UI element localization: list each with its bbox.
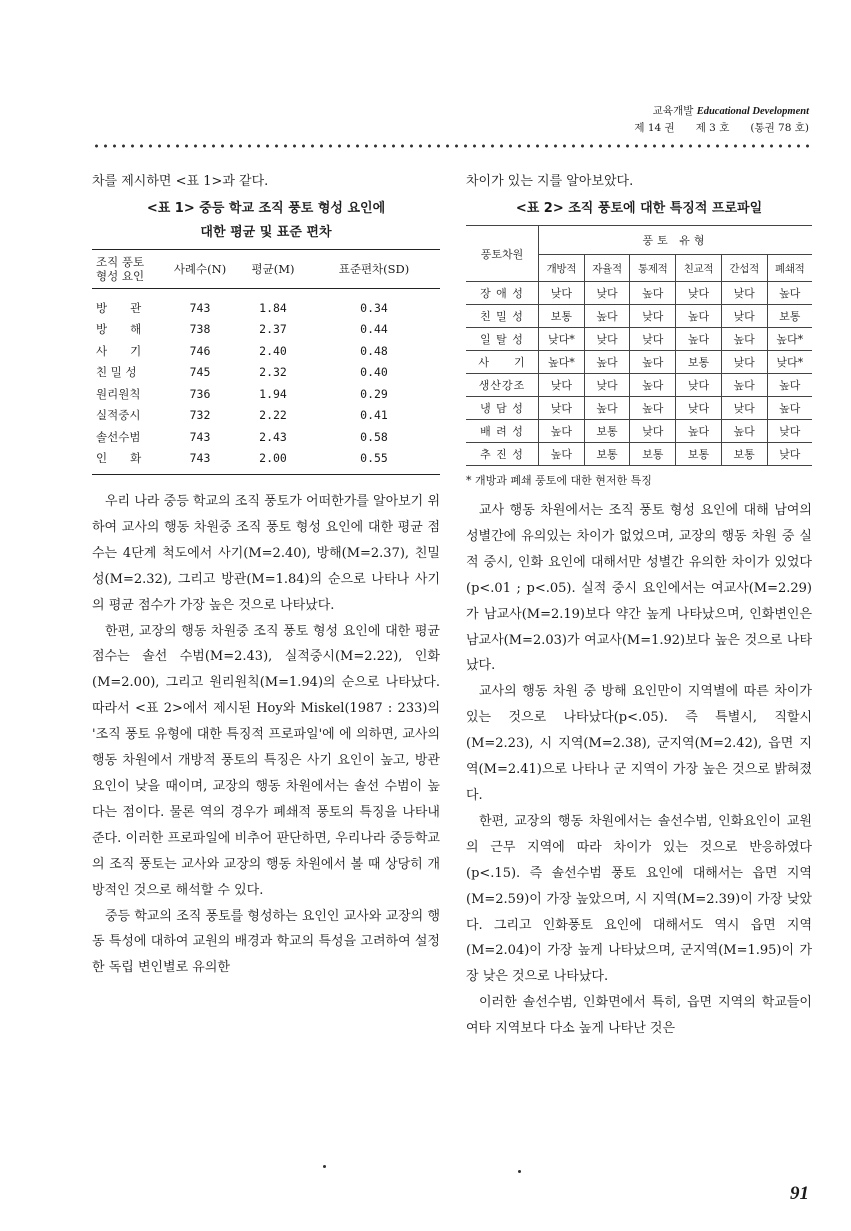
table2-type-head: 폐쇄적: [767, 255, 812, 282]
table2-cell-value: 낮다: [584, 374, 630, 397]
table2: [466, 225, 812, 466]
table2-cell-factor: 사 기: [466, 351, 539, 374]
table-row: [92, 448, 440, 475]
table1-cell-n: 743: [189, 429, 211, 444]
table1-head-factor-line1: 조직 풍토: [96, 255, 145, 269]
table2-body: [466, 282, 812, 466]
table1-cell-m: 2.43: [259, 429, 287, 444]
right-paragraph-4: 이러한 솔선수범, 인화면에서 특히, 읍면 지역의 학교들이 여타 지역보다 다소 높게 나타난 것은: [466, 995, 812, 1037]
table2-cell-value: 낮다: [721, 351, 767, 374]
journal-name-en: Educational Development: [696, 106, 809, 117]
right-column: [466, 172, 812, 1042]
table2-cell-value: 높다: [584, 305, 630, 328]
table2-cell-value: 높다: [721, 420, 767, 443]
table2-cell-value: 낮다: [721, 305, 767, 328]
table2-cell-value: 높다: [676, 328, 722, 351]
table1-cell-n: 745: [189, 365, 211, 380]
table1-cell-factor: 방 관: [96, 300, 142, 315]
table2-cell-value: 높다: [676, 305, 722, 328]
table1-cell-m: 2.37: [259, 322, 287, 337]
table1-header-row: [92, 250, 440, 289]
table1-cell-n: 746: [189, 343, 211, 358]
table1-cell-n: 732: [189, 408, 211, 423]
left-paragraph-2: 한편, 교장의 행동 차원중 조직 풍토 형성 요인에 대한 평균 점수는 솔선 수범(M=2.43), 실적중시(M=2.22), 인화(M=2.00), 그리고 원리원칙(M=1.94)의 순으로 나타났다. 따라서 <표 2>에서 제시된 Hoy와 Miskel(1987 : 233)의 '조직 풍토 유형에 대한 특징적 프로파일'에 에 의하면, 교사의 행동 차원에서 개방적 풍토의 특징은 사기 요인이 높고, 방관 요인이 낮을 때이며, 교장의 행동 차원에서는 솔선 수범이 높다는 점이다. 물론 역의 경우가 폐쇄적 풍토의 특징을 나타내 준다. 이러한 프로파일에 비추어 판단하면, 우리나라 중등학교의 조직 풍토는 교사와 교장의 행동 차원에서 볼 때 상당히 개방적인 것으로 해석할 수 있다.: [92, 623, 440, 898]
table1-cell-sd: 0.41: [360, 408, 388, 423]
table2-type-head: 자율적: [584, 255, 630, 282]
right-paragraph-3: 한편, 교장의 행동 차원에서는 솔선수범, 인화요인이 교원의 근무 지역에 따라 차이가 있는 것으로 반응하였다(p<.15). 즉 솔선수범 풍토 요인에 대해서는 읍면 지역(M=2.59)이 가장 높았으며, 시 지역(M=2.39)이 가장 낮았다. 그리고 인화풍토 요인에 대해서도 역시 읍면 지역(M=2.04)이 가장 높게 나타났으며, 군지역(M=1.95)이 가장 낮은 것으로 나타났다.: [466, 813, 812, 985]
volume-issue: 제 14 권 제 3 호 (통권 78 호): [634, 122, 809, 134]
left-paragraph-3: 중등 학교의 조직 풍토를 형성하는 요인인 교사와 교장의 행동 특성에 대하여 교원의 배경과 학교의 특성을 고려하여 설정한 독립 변인별로 유의한: [92, 908, 440, 976]
table-row: [92, 383, 440, 405]
header-dotted-rule: [92, 143, 811, 149]
table1-cell-sd: 0.34: [360, 300, 388, 315]
table2-type-head: 개방적: [539, 255, 585, 282]
table1-body: [92, 289, 440, 475]
table-row: [92, 289, 440, 319]
table2-cell-factor: 일 탈 성: [466, 328, 539, 351]
print-mark: [323, 1165, 326, 1168]
table-row: [466, 305, 812, 328]
table1-caption: [92, 197, 440, 245]
table2-type-head: 통제적: [630, 255, 676, 282]
table2-cell-value: 보통: [676, 443, 722, 466]
table2-group-head: 풍토 유형: [539, 226, 813, 255]
table2-cell-value: 높다: [630, 351, 676, 374]
table1-cell-factor: 실적중시: [96, 408, 141, 423]
table2-cell-value: 보통: [584, 420, 630, 443]
table2-cell-value: 보통: [721, 443, 767, 466]
table1-cell-sd: 0.29: [360, 386, 388, 401]
table2-cell-value: 낮다: [584, 328, 630, 351]
table1-head-n: 사례수(N): [162, 250, 238, 289]
right-paragraph-1: 교사 행동 차원에서는 조직 풍토 형성 요인에 대해 남여의 성별간에 유의있는 차이가 없었으며, 교장의 행동 차원 중 실적 중시, 인화 요인에 대해서만 성별간 유의한 차이가 있었다(p<.01 ; p<.05). 실적 중시 요인에서는 여교사(M=2.29)가 남교사(M=2.19)보다 약간 높게 나타났으며, 인화변인은 남교사(M=2.03)가 여교사(M=1.92)보다 높은 것으로 나타났다.: [466, 503, 812, 674]
table2-cell-value: 높다: [767, 374, 812, 397]
print-mark: [518, 1170, 521, 1173]
table1-cell-m: 2.00: [238, 448, 308, 475]
table-row: [466, 351, 812, 374]
table-row: [466, 282, 812, 305]
table2-cell-value: 낮다: [630, 305, 676, 328]
table2-cell-value: 높다: [630, 282, 676, 305]
table1-head-factor-line2: 형성 요인: [96, 269, 145, 283]
table1-head-m: 평균(M): [238, 250, 308, 289]
table-row: [466, 397, 812, 420]
table2-cell-value: 낮다: [767, 443, 812, 466]
table-row: [466, 443, 812, 466]
table1-head-factor: [92, 250, 162, 289]
table-row: [466, 420, 812, 443]
table2-cell-value: 낮다*: [767, 351, 812, 374]
table2-cell-value: 낮다: [676, 282, 722, 305]
table1-cell-sd: 0.44: [360, 322, 388, 337]
table-row: [466, 374, 812, 397]
table2-cell-value: 낮다*: [539, 328, 585, 351]
table2-cell-value: 낮다: [630, 328, 676, 351]
table2-cell-factor: 배 려 성: [466, 420, 539, 443]
table2-cell-value: 보통: [539, 305, 585, 328]
journal-name-ko: 교육개발: [652, 105, 694, 117]
table1-cell-factor: 인 화: [92, 448, 162, 475]
table2-cell-value: 높다: [721, 328, 767, 351]
table2-cell-value: 높다*: [767, 328, 812, 351]
table2-cell-value: 낮다: [721, 282, 767, 305]
table1-cell-n: 743: [162, 448, 238, 475]
left-lead-line: 차를 제시하면 <표 1>과 같다.: [92, 174, 269, 189]
table-row: [92, 319, 440, 341]
table2-cell-value: 보통: [676, 351, 722, 374]
table1-cell-m: 2.40: [259, 343, 287, 358]
table1-cell-sd: 0.58: [360, 429, 388, 444]
table1-cell-n: 736: [189, 386, 211, 401]
table2-cell-value: 높다: [721, 374, 767, 397]
table2-cell-value: 높다: [767, 397, 812, 420]
table2-cell-value: 높다: [630, 397, 676, 420]
table2-cell-value: 낮다: [721, 397, 767, 420]
running-header: [634, 103, 809, 137]
table1-caption-line2: 대한 평균 및 표준 편차: [200, 225, 332, 240]
table2-cell-value: 낮다: [584, 282, 630, 305]
table1: [92, 249, 440, 475]
table2-cell-factor: 냉 담 성: [466, 397, 539, 420]
table-row: [92, 340, 440, 362]
right-lead-line: 차이가 있는 지를 알아보았다.: [466, 174, 634, 189]
table2-cell-value: 높다: [676, 420, 722, 443]
table2-type-head: 친교적: [676, 255, 722, 282]
table2-cell-value: 낮다: [767, 420, 812, 443]
table1-cell-sd: 0.40: [360, 365, 388, 380]
table1-cell-m: 2.22: [259, 408, 287, 423]
table1-head-sd: 표준편차(SD): [308, 250, 440, 289]
table2-cell-value: 낮다: [676, 397, 722, 420]
right-paragraph-2: 교사의 행동 차원 중 방해 요인만이 지역별에 따른 차이가 있는 것으로 나타났다(p<.05). 즉 특별시, 직할시(M=2.23), 시 지역(M=2.38), 군지역(M=2.42), 읍면 지역(M=2.41)으로 나타나 군 지역이 가장 높은 것으로 밝혀졌다.: [466, 684, 812, 803]
table1-cell-n: 738: [189, 322, 211, 337]
table2-note: * 개방과 폐쇄 풍토에 대한 현저한 특징: [466, 474, 652, 487]
table2-cell-factor: 장 애 성: [466, 282, 539, 305]
table1-cell-sd: 0.48: [360, 343, 388, 358]
table2-cell-factor: 추 진 성: [466, 443, 539, 466]
table1-cell-m: 1.84: [259, 300, 287, 315]
table2-cell-value: 높다: [539, 443, 585, 466]
table1-caption-line1: <표 1> 중등 학교 조직 풍토 형성 요인에: [146, 201, 386, 216]
table1-cell-m: 2.32: [259, 365, 287, 380]
left-paragraph-1: 우리 나라 중등 학교의 조직 풍토가 어떠한가를 알아보기 위하여 교사의 행동 차원중 조직 풍토 형성 요인에 대한 평균 점수는 4단계 척도에서 사기(M=2.40), 방해(M=2.37), 친밀성(M=2.32), 그리고 방관(M=1.84)의 순으로 나타나 사기의 평균 점수가 가장 높은 것으로 나타났다.: [92, 494, 440, 613]
table2-cell-value: 높다: [539, 420, 585, 443]
table2-cell-value: 낮다: [676, 374, 722, 397]
table2-cell-value: 낮다: [539, 374, 585, 397]
table1-cell-n: 743: [189, 300, 211, 315]
table1-cell-m: 1.94: [259, 386, 287, 401]
table2-cell-factor: 생산강조: [466, 374, 539, 397]
table2-cell-factor: 친 밀 성: [466, 305, 539, 328]
table2-cell-value: 보통: [630, 443, 676, 466]
table2-type-head: 간섭적: [721, 255, 767, 282]
table-row: [466, 328, 812, 351]
page-number: 91: [790, 1183, 809, 1204]
table2-cell-value: 보통: [767, 305, 812, 328]
table1-cell-factor: 방 해: [96, 322, 142, 337]
table2-cell-value: 낮다: [630, 420, 676, 443]
table2-caption: <표 2> 조직 풍토에 대한 특징적 프로파일: [515, 201, 763, 216]
table2-cell-value: 낮다: [539, 282, 585, 305]
table1-cell-factor: 친 밀 성: [96, 365, 137, 380]
table2-row-head: 풍토차원: [466, 226, 539, 282]
table1-cell-sd: 0.55: [308, 448, 440, 475]
table2-cell-value: 높다*: [539, 351, 585, 374]
table2-cell-value: 보통: [584, 443, 630, 466]
table2-cell-value: 낮다: [539, 397, 585, 420]
table2-cell-value: 높다: [767, 282, 812, 305]
table-row: [92, 405, 440, 427]
table-row: [92, 426, 440, 448]
table2-cell-value: 높다: [584, 397, 630, 420]
table2-cell-value: 높다: [630, 374, 676, 397]
table2-cell-value: 높다: [584, 351, 630, 374]
table2-group-row: [466, 226, 812, 255]
table1-cell-factor: 원리원칙: [96, 386, 141, 401]
table-row: [92, 362, 440, 384]
table1-cell-factor: 솔선수범: [96, 429, 141, 444]
left-column: [92, 172, 440, 981]
journal-name: [634, 103, 809, 120]
table1-cell-factor: 사 기: [96, 343, 142, 358]
